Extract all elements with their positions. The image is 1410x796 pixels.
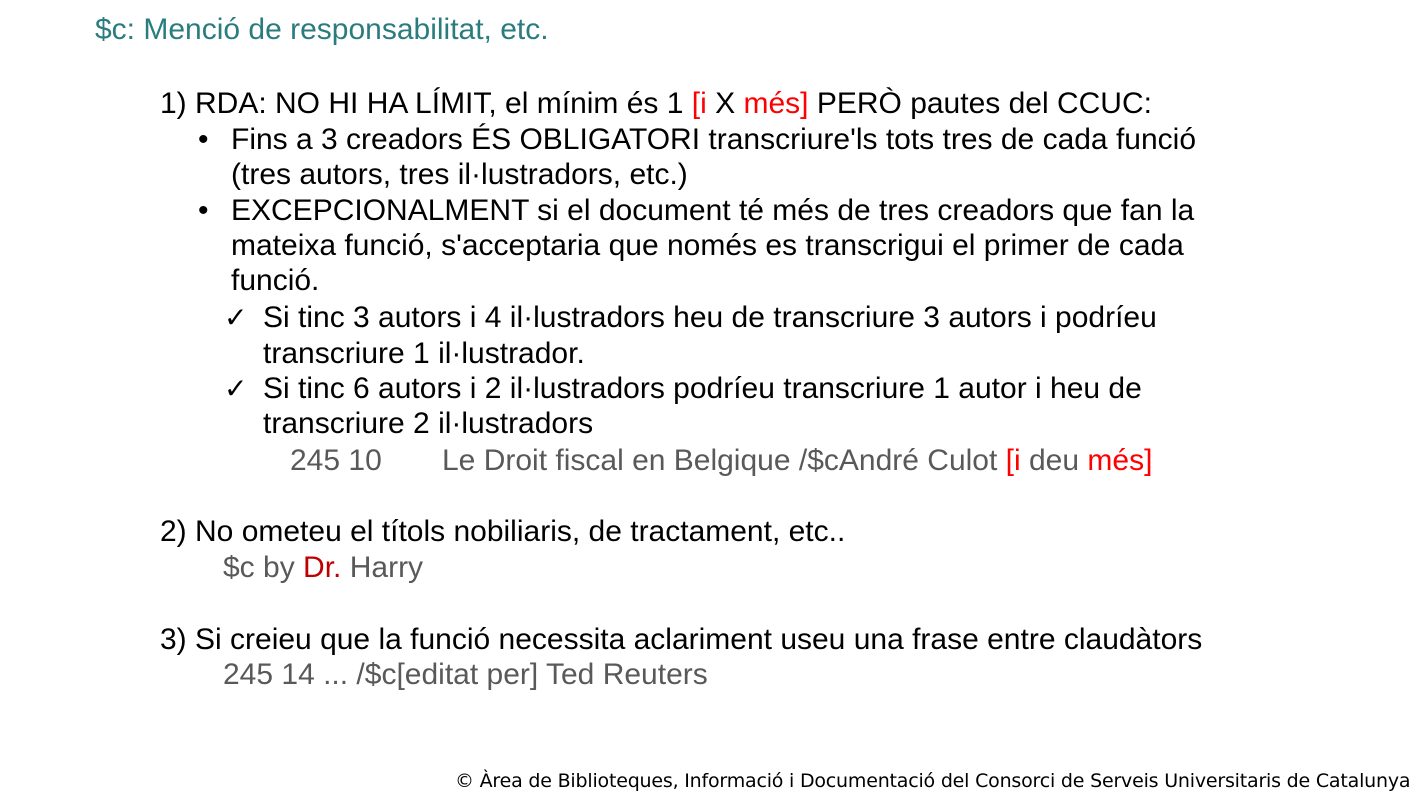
- section1-x: X: [706, 87, 744, 120]
- example-245-10-mes: més]: [1087, 444, 1153, 477]
- section2-example-prefix: $c by: [223, 551, 304, 584]
- bullet2-line1: EXCEPCIONALMENT si el document té més de tres creadors que fan la: [231, 194, 1195, 227]
- copyright-footer: © Àrea de Biblioteques, Informació i Documentació del Consorci de Serveis Universitaris de Catalunya: [455, 770, 1410, 792]
- example-245-10: [442, 443, 1152, 479]
- example-245-10-middle: deu: [1020, 444, 1088, 477]
- bullet-icon: •: [198, 194, 209, 227]
- section1-suffix: PERÒ pautes del CCUC:: [808, 87, 1152, 120]
- section2-example-title: Dr.: [303, 551, 342, 584]
- section1-mes: més]: [743, 87, 809, 120]
- checkmark-icon: ✓: [224, 373, 248, 404]
- checkmark-icon: ✓: [224, 302, 248, 333]
- section1-heading: [160, 86, 1152, 122]
- section1-bracket: [i: [691, 87, 707, 120]
- bullet1-line2: (tres autors, tres il·lustradors, etc.): [231, 158, 688, 191]
- bullet2-line3: funció.: [231, 264, 320, 297]
- example-245-10-text: Le Droit fiscal en Belgique /$cAndré Culot: [442, 444, 1006, 477]
- check2-line2: transcriure 2 il·lustradors: [263, 407, 594, 440]
- bullet2-line2: mateixa funció, s'acceptaria que només es transcrigui el primer de cada: [231, 229, 1184, 262]
- bullet-icon: •: [198, 123, 209, 156]
- section1-prefix: 1) RDA: NO HI HA LÍMIT, el mínim és 1: [160, 87, 692, 120]
- check2-line1: Si tinc 6 autors i 2 il·lustradors podríeu transcriure 1 autor i heu de: [263, 372, 1142, 405]
- example-245-10-tag: 245 10: [290, 444, 382, 477]
- section2-heading: 2) No ometeu el títols nobiliaris, de tractament, etc..: [160, 515, 846, 548]
- section2-example: [223, 550, 423, 586]
- section3-heading: 3) Si creieu que la funció necessita aclariment useu una frase entre claudàtors: [160, 623, 1203, 656]
- check1-line1: Si tinc 3 autors i 4 il·lustradors heu de transcriure 3 autors i podríeu: [263, 301, 1157, 334]
- check1-line2: transcriure 1 il·lustrador.: [263, 337, 585, 370]
- section2-example-suffix: Harry: [341, 551, 424, 584]
- section3-example: 245 14 ... /$c[editat per] Ted Reuters: [223, 658, 708, 691]
- slide-title: $c: Menció de responsabilitat, etc.: [95, 13, 549, 46]
- example-245-10-bracket: [i: [1005, 444, 1021, 477]
- bullet1-line1: Fins a 3 creadors ÉS OBLIGATORI transcriure'ls tots tres de cada funció: [231, 123, 1197, 156]
